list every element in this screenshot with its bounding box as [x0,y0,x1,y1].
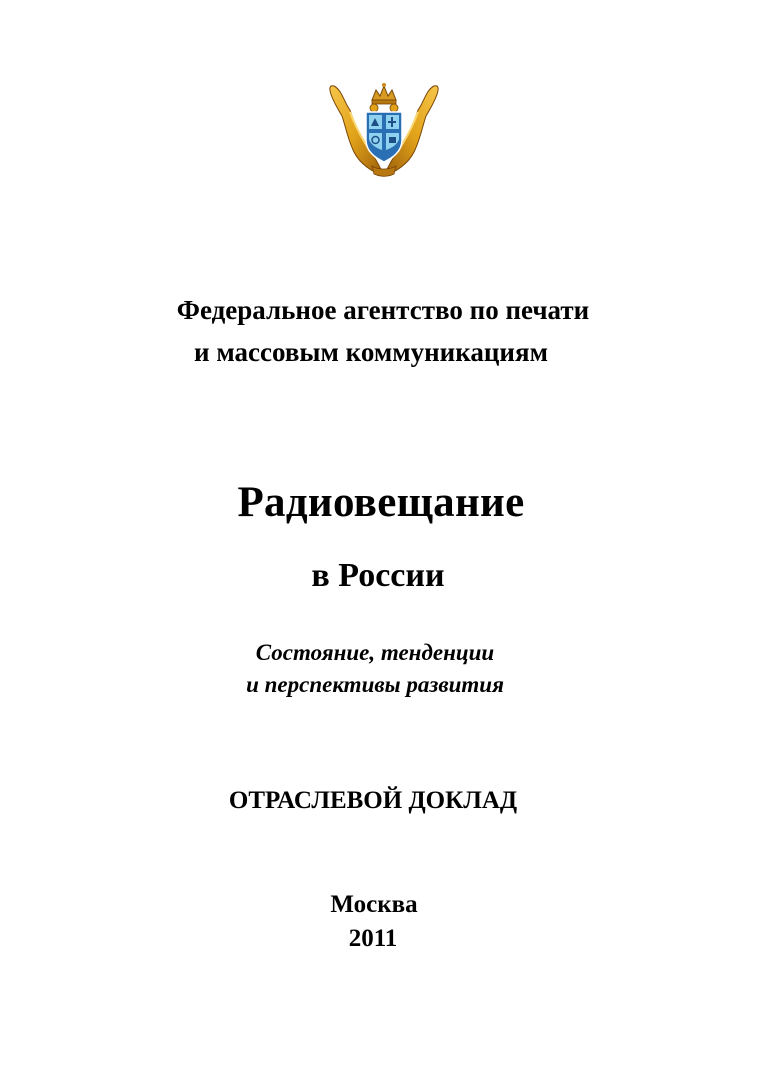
agency-emblem-icon [328,82,440,182]
document-title: Радиовещание [237,479,525,526]
agency-name-line-2: и массовым коммуникациям [194,337,548,367]
agency-name-line-1: Федеральное агентство по печати [176,295,590,325]
document-title-sub: в России [311,557,445,594]
report-type: ОТРАСЛЕВОЙ ДОКЛАД [228,787,518,814]
subtitle-line-2: и перспективы развития [246,672,504,697]
subtitle-line-1: Состояние, тенденции [255,640,495,665]
publication-city: Москва [330,891,418,918]
publication-year: 2011 [348,925,398,952]
